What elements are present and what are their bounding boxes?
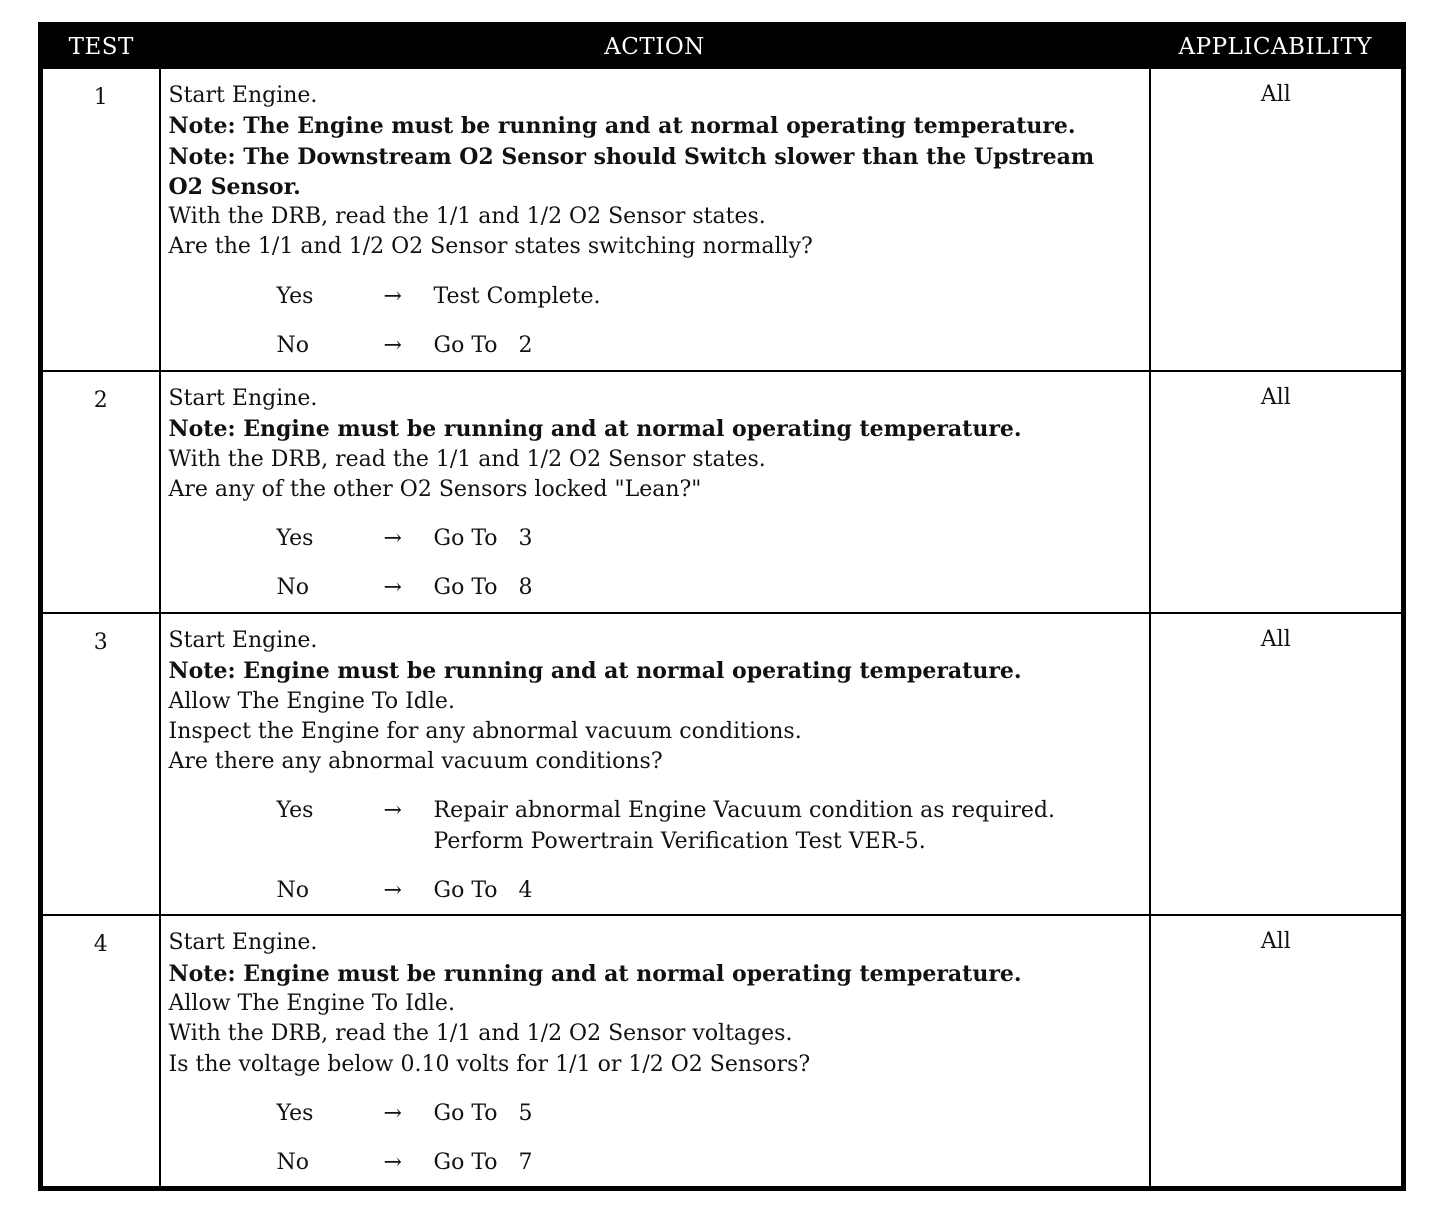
outcome-line: Repair abnormal Engine Vacuum condition as required. — [433, 798, 1055, 824]
test-number: 2 — [41, 371, 160, 613]
answer-yes — [169, 282, 1143, 312]
action-line: With the DRB, read the 1/1 and 1/2 O2 Sensor voltages. — [168, 1021, 793, 1047]
answer-no — [169, 573, 1143, 603]
action-line: Allow The Engine To Idle. — [168, 688, 455, 714]
answer-no — [169, 1148, 1143, 1178]
action-line: Is the voltage below 0.10 volts for 1/1 or 1/2 O2 Sensors? — [168, 1051, 811, 1077]
test-number: 4 — [41, 915, 160, 1189]
outcome-line: Perform Powertrain Verification Test VER-5. — [433, 828, 926, 854]
answer-label: No — [276, 1150, 309, 1176]
action-cell — [160, 371, 1150, 613]
outcome-line: Go To 4 — [433, 878, 533, 904]
answer-outcome — [434, 1148, 1143, 1178]
action-line: Allow The Engine To Idle. — [168, 990, 455, 1016]
answer-no — [169, 876, 1143, 906]
action-line: With the DRB, read the 1/1 and 1/2 O2 Sensor states. — [168, 204, 766, 230]
answer-label: No — [276, 878, 309, 904]
applicability-cell: All — [1150, 613, 1404, 915]
answer-label: No — [276, 575, 309, 601]
action-line: Start Engine. — [168, 628, 318, 653]
answer-outcome — [434, 331, 1143, 361]
table-row — [41, 613, 1404, 915]
table-row — [41, 68, 1404, 371]
answer-yes — [169, 796, 1143, 857]
answer-list — [169, 796, 1143, 906]
action-note: Note: Engine must be running and at normal operating temperature. — [168, 960, 1022, 987]
answer-no — [169, 331, 1143, 361]
answer-outcome — [434, 573, 1143, 603]
applicability-cell: All — [1150, 68, 1404, 371]
arrow-right-icon: → — [383, 333, 402, 359]
diagnostic-test-table — [38, 22, 1406, 1191]
header-applicability: APPLICABILITY — [1150, 25, 1404, 69]
applicability-cell: All — [1150, 371, 1404, 613]
answer-outcome — [434, 796, 1143, 857]
arrow-right-icon: → — [383, 1150, 402, 1176]
action-line: Are the 1/1 and 1/2 O2 Sensor states switching normally? — [168, 234, 813, 260]
answer-label: Yes — [276, 526, 314, 552]
action-line: Are there any abnormal vacuum conditions? — [168, 749, 663, 775]
outcome-line: Go To 2 — [433, 333, 533, 359]
applicability-cell: All — [1150, 915, 1404, 1189]
answer-outcome — [434, 282, 1143, 312]
answer-label: Yes — [276, 1100, 314, 1126]
action-note: O2 Sensor. — [168, 173, 301, 200]
table-header-row — [41, 25, 1404, 69]
answer-label: Yes — [276, 798, 314, 824]
action-note: Note: The Downstream O2 Sensor should Switch slower than the Upstream — [168, 143, 1095, 170]
answer-label: No — [276, 333, 309, 359]
header-test: TEST — [41, 25, 160, 69]
action-line: Are any of the other O2 Sensors locked "Lean?" — [168, 476, 702, 502]
arrow-right-icon: → — [383, 798, 402, 824]
table-body — [41, 68, 1404, 1189]
answer-yes — [169, 1099, 1143, 1129]
answer-list — [169, 524, 1143, 604]
action-line: Start Engine. — [168, 930, 318, 956]
test-number: 1 — [41, 68, 160, 371]
header-action: ACTION — [160, 25, 1150, 69]
arrow-right-icon: → — [383, 1100, 402, 1126]
answer-label: Yes — [276, 283, 314, 309]
action-note: Note: The Engine must be running and at normal operating temperature. — [168, 113, 1076, 140]
table-row — [41, 371, 1404, 613]
answer-outcome — [434, 876, 1143, 906]
action-line: Start Engine. — [168, 83, 318, 108]
action-cell — [160, 613, 1150, 915]
arrow-right-icon: → — [383, 283, 402, 309]
arrow-right-icon: → — [383, 878, 402, 904]
outcome-line: Go To 8 — [433, 575, 533, 601]
arrow-right-icon: → — [383, 575, 402, 601]
test-number: 3 — [41, 613, 160, 915]
arrow-right-icon: → — [383, 526, 402, 552]
answer-yes — [169, 524, 1143, 554]
action-cell — [160, 915, 1150, 1189]
action-note: Note: Engine must be running and at normal operating temperature. — [168, 416, 1022, 443]
outcome-line: Test Complete. — [433, 283, 601, 309]
outcome-line: Go To 7 — [433, 1150, 533, 1176]
answer-list — [169, 1099, 1143, 1179]
outcome-line: Go To 3 — [433, 526, 533, 552]
outcome-line: Go To 5 — [433, 1100, 533, 1126]
answer-list — [169, 282, 1143, 362]
table-row — [41, 915, 1404, 1189]
answer-outcome — [434, 1099, 1143, 1129]
action-cell — [160, 68, 1150, 371]
action-line: Start Engine. — [168, 386, 318, 411]
answer-outcome — [434, 524, 1143, 554]
action-line: Inspect the Engine for any abnormal vacuum conditions. — [168, 718, 802, 744]
action-note: Note: Engine must be running and at normal operating temperature. — [168, 658, 1022, 685]
action-line: With the DRB, read the 1/1 and 1/2 O2 Sensor states. — [168, 446, 766, 472]
